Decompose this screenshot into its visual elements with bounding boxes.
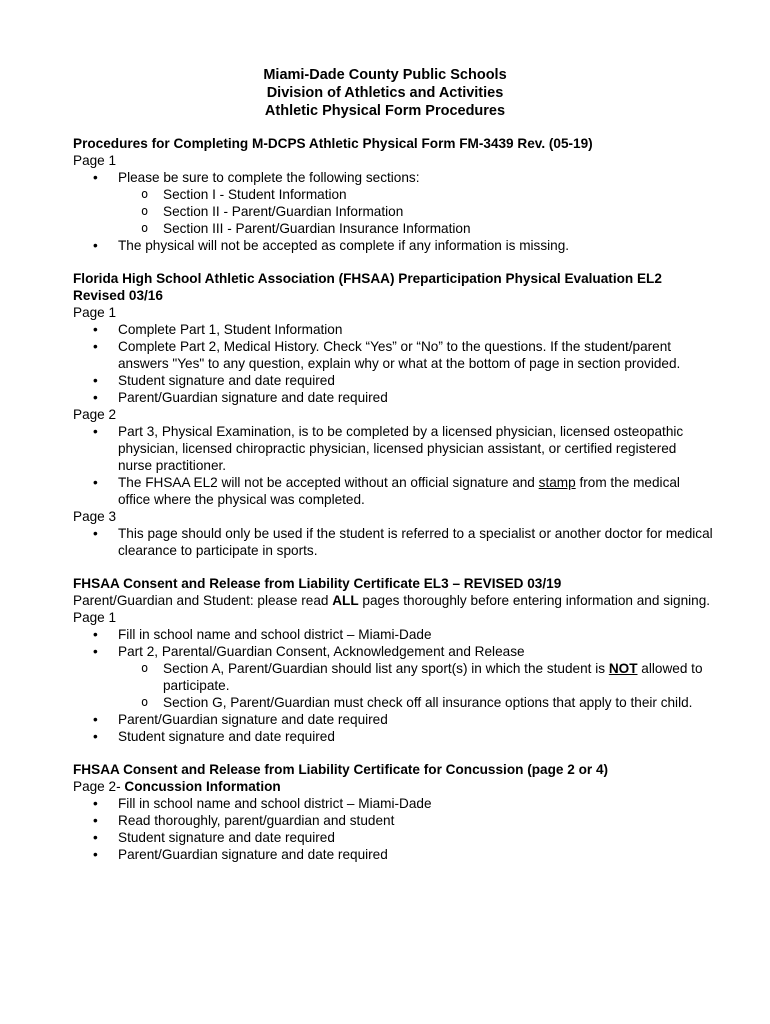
list-item-text: The FHSAA EL2 will not be accepted without an official signature and [118,475,539,490]
list-item: • Parent/Guardian signature and date required [73,389,713,406]
list-item: • Fill in school name and school district – Miami-Dade [73,795,713,812]
emphasis-word: NOT [608,661,638,676]
emphasis-word: Concussion Information [124,779,281,794]
list-item [73,169,713,237]
list-item-text: Part 2, Parental/Guardian Consent, Acknowledgement and Release [118,644,525,659]
sub-item [118,660,713,694]
sub-item-text: Section A, Parent/Guardian should list any sport(s) in which the student is [163,661,609,676]
section-title: Florida High School Athletic Association (FHSAA) Preparticipation Physical Evaluation EL2 Revised 03/16 [73,271,662,303]
sub-item-text: allowed to participate. [163,661,703,693]
sub-item: o Section III - Parent/Guardian Insurance Information [118,220,713,237]
bullet-list [73,525,713,559]
sub-item: o Section II - Parent/Guardian Information [118,203,713,220]
page-label-text: Page 2- [73,779,125,794]
page-label: Page 1 [73,610,117,625]
page-label: Page 1 [73,153,117,168]
page-label: Page 3 [73,509,117,524]
intro-text: pages thoroughly before entering information and signing. [358,593,711,608]
list-item: • Student signature and date required [73,829,713,846]
header-line-3: Athletic Physical Form Procedures [264,103,506,119]
sub-item: o Section I - Student Information [118,186,713,203]
list-item: • Fill in school name and school district – Miami-Dade [73,626,713,643]
section-fhsaa-concussion [73,761,713,863]
intro-text: Parent/Guardian and Student: please read [73,593,333,608]
bullet-list [73,795,713,863]
header-line-2: Division of Athletics and Activities [266,85,504,101]
section-fhsaa-el2 [73,270,713,559]
list-item: • Part 3, Physical Examination, is to be completed by a licensed physician, licensed osteopathic physician, licensed chiropractic physician, licensed physician assistant, or certified registered nurse practitioner. [73,423,713,474]
list-item: • Student signature and date required [73,372,713,389]
emphasis-word: ALL [332,593,359,608]
bullet-list [73,169,713,254]
sub-item: o Section G, Parent/Guardian must check off all insurance options that apply to their child. [118,694,713,711]
list-item-text: Please be sure to complete the following sections: [118,170,420,185]
list-item: • The physical will not be accepted as complete if any information is missing. [73,237,713,254]
section-title: Procedures for Completing M-DCPS Athletic Physical Form FM-3439 Rev. (05-19) [73,136,593,151]
page-label: Page 1 [73,305,117,320]
list-item: • Parent/Guardian signature and date required [73,846,713,863]
bullet-list [73,321,713,406]
sub-list [118,660,713,711]
list-item [73,643,713,711]
sub-list [118,186,713,237]
page-label: Page 2 [73,407,117,422]
list-item: • Complete Part 2, Medical History. Check “Yes” or “No” to the questions. If the student/parent answers "Yes" to any question, explain why or what at the bottom of page in section provided. [73,338,713,372]
section-intro [73,592,713,609]
list-item-text: from the medical office where the physical was completed. [118,475,680,507]
document-body [73,135,713,879]
page-label [73,778,713,795]
list-item: • Student signature and date required [73,728,713,745]
bullet-list [73,423,713,508]
section-title: FHSAA Consent and Release from Liability Certificate for Concussion (page 2 or 4) [73,762,609,777]
section-title: FHSAA Consent and Release from Liability Certificate EL3 – REVISED 03/19 [73,576,562,591]
list-item: • Parent/Guardian signature and date required [73,711,713,728]
list-item: • Complete Part 1, Student Information [73,321,713,338]
header-line-1: Miami-Dade County Public Schools [263,67,507,83]
underlined-word: stamp [538,475,576,490]
document-header [0,66,770,120]
bullet-list [73,626,713,745]
list-item: • Read thoroughly, parent/guardian and student [73,812,713,829]
section-mdcps-form [73,135,713,254]
list-item [73,474,713,508]
list-item: • This page should only be used if the student is referred to a specialist or another doctor for medical clearance to participate in sports. [73,525,713,559]
section-fhsaa-el3 [73,575,713,745]
